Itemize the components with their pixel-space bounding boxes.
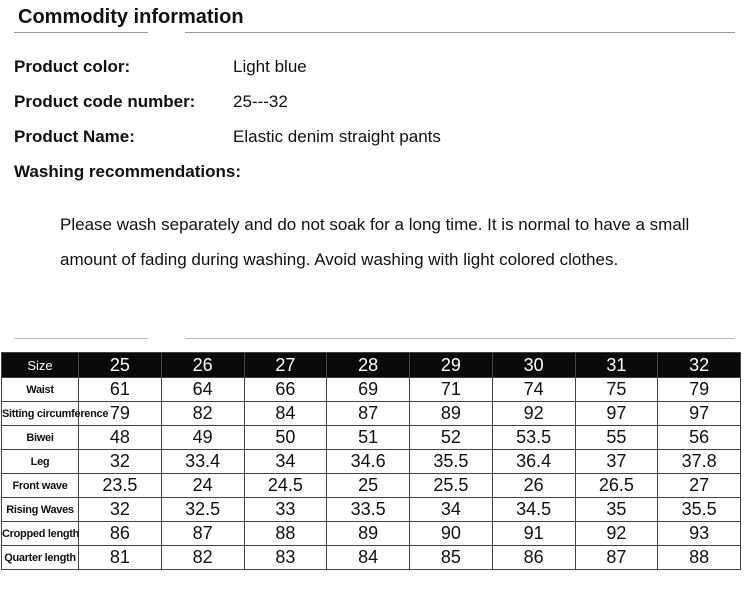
measurement-label: Rising Waves — [2, 498, 79, 522]
measurement-label: Biwei — [2, 426, 79, 450]
measurement-value: 25 — [327, 474, 410, 498]
table-row — [2, 474, 741, 498]
measurement-value: 50 — [244, 426, 327, 450]
measurement-value: 33 — [244, 498, 327, 522]
measurement-value: 88 — [658, 546, 741, 570]
measurement-value: 37.8 — [658, 450, 741, 474]
measurement-label: Cropped length — [2, 522, 79, 546]
size-header-row — [2, 353, 741, 378]
measurement-value: 90 — [410, 522, 493, 546]
measurement-value: 53.5 — [492, 426, 575, 450]
measurement-value: 85 — [410, 546, 493, 570]
washing-label: Washing recommendations: — [14, 162, 242, 181]
table-row — [2, 522, 741, 546]
measurement-value: 81 — [79, 546, 162, 570]
measurement-value: 88 — [244, 522, 327, 546]
measurement-value: 86 — [79, 522, 162, 546]
measurement-value: 87 — [575, 546, 658, 570]
measurement-value: 87 — [161, 522, 244, 546]
measurement-value: 87 — [327, 402, 410, 426]
measurement-value: 84 — [327, 546, 410, 570]
measurement-value: 92 — [492, 402, 575, 426]
page-title: Commodity information — [18, 6, 244, 28]
measurement-value: 49 — [161, 426, 244, 450]
measurement-value: 93 — [658, 522, 741, 546]
measurement-value: 83 — [244, 546, 327, 570]
measurement-value: 37 — [575, 450, 658, 474]
measurement-value: 75 — [575, 378, 658, 402]
measurement-value: 86 — [492, 546, 575, 570]
title-underline-extension — [185, 32, 735, 33]
measurement-value: 91 — [492, 522, 575, 546]
measurement-value: 48 — [79, 426, 162, 450]
measurement-value: 61 — [79, 378, 162, 402]
table-row — [2, 546, 741, 570]
measurement-value: 24.5 — [244, 474, 327, 498]
measurement-value: 69 — [327, 378, 410, 402]
measurement-value: 32 — [79, 498, 162, 522]
measurement-value: 33.5 — [327, 498, 410, 522]
measurement-value: 34.6 — [327, 450, 410, 474]
measurement-value: 24 — [161, 474, 244, 498]
measurement-value: 35.5 — [658, 498, 741, 522]
size-header-cell: 26 — [161, 353, 244, 378]
table-row — [2, 402, 741, 426]
measurement-value: 34 — [244, 450, 327, 474]
size-header-cell: 28 — [327, 353, 410, 378]
size-header-cell: 25 — [79, 353, 162, 378]
measurement-label: Sitting circumference — [2, 402, 79, 426]
measurement-value: 32 — [79, 450, 162, 474]
measurement-value: 79 — [658, 378, 741, 402]
info-value: Light blue — [233, 57, 307, 76]
measurement-value: 55 — [575, 426, 658, 450]
table-row — [2, 426, 741, 450]
size-header-cell: 27 — [244, 353, 327, 378]
table-row — [2, 378, 741, 402]
measurement-value: 34 — [410, 498, 493, 522]
measurement-label: Front wave — [2, 474, 79, 498]
washing-text: Please wash separately and do not soak for a long time. It is normal to have a small amount of fading during washing. Avoid washing with light colored clothes. — [60, 215, 690, 269]
info-label: Product color: — [14, 57, 131, 76]
measurement-value: 36.4 — [492, 450, 575, 474]
measurement-value: 51 — [327, 426, 410, 450]
measurement-value: 35 — [575, 498, 658, 522]
measurement-value: 33.4 — [161, 450, 244, 474]
measurement-value: 64 — [161, 378, 244, 402]
info-label: Product Name: — [14, 127, 135, 146]
table-row — [2, 450, 741, 474]
measurement-label: Quarter length — [2, 546, 79, 570]
info-label: Product code number: — [14, 92, 196, 111]
measurement-value: 84 — [244, 402, 327, 426]
measurement-value: 32.5 — [161, 498, 244, 522]
measurement-value: 79 — [79, 402, 162, 426]
title-underline — [14, 32, 148, 33]
measurement-value: 26.5 — [575, 474, 658, 498]
measurement-value: 82 — [161, 546, 244, 570]
measurement-value: 52 — [410, 426, 493, 450]
size-header-cell: Size — [2, 353, 79, 378]
measurement-value: 71 — [410, 378, 493, 402]
measurement-label: Waist — [2, 378, 79, 402]
size-header-cell: 29 — [410, 353, 493, 378]
measurement-value: 35.5 — [410, 450, 493, 474]
measurement-value: 25.5 — [410, 474, 493, 498]
measurement-value: 66 — [244, 378, 327, 402]
info-value: 25---32 — [233, 92, 288, 111]
section-divider-extension — [185, 338, 735, 339]
table-row — [2, 498, 741, 522]
size-header-cell: 31 — [575, 353, 658, 378]
size-header-cell: 30 — [492, 353, 575, 378]
measurement-value: 97 — [575, 402, 658, 426]
measurement-value: 26 — [492, 474, 575, 498]
measurement-value: 92 — [575, 522, 658, 546]
measurement-value: 34.5 — [492, 498, 575, 522]
measurement-value: 23.5 — [79, 474, 162, 498]
info-value: Elastic denim straight pants — [233, 127, 441, 146]
measurement-label: Leg — [2, 450, 79, 474]
size-header-cell: 32 — [658, 353, 741, 378]
measurement-value: 89 — [327, 522, 410, 546]
measurement-value: 89 — [410, 402, 493, 426]
measurement-value: 56 — [658, 426, 741, 450]
section-divider — [14, 338, 148, 339]
size-table — [1, 352, 741, 570]
measurement-value: 97 — [658, 402, 741, 426]
measurement-value: 27 — [658, 474, 741, 498]
measurement-value: 82 — [161, 402, 244, 426]
measurement-value: 74 — [492, 378, 575, 402]
